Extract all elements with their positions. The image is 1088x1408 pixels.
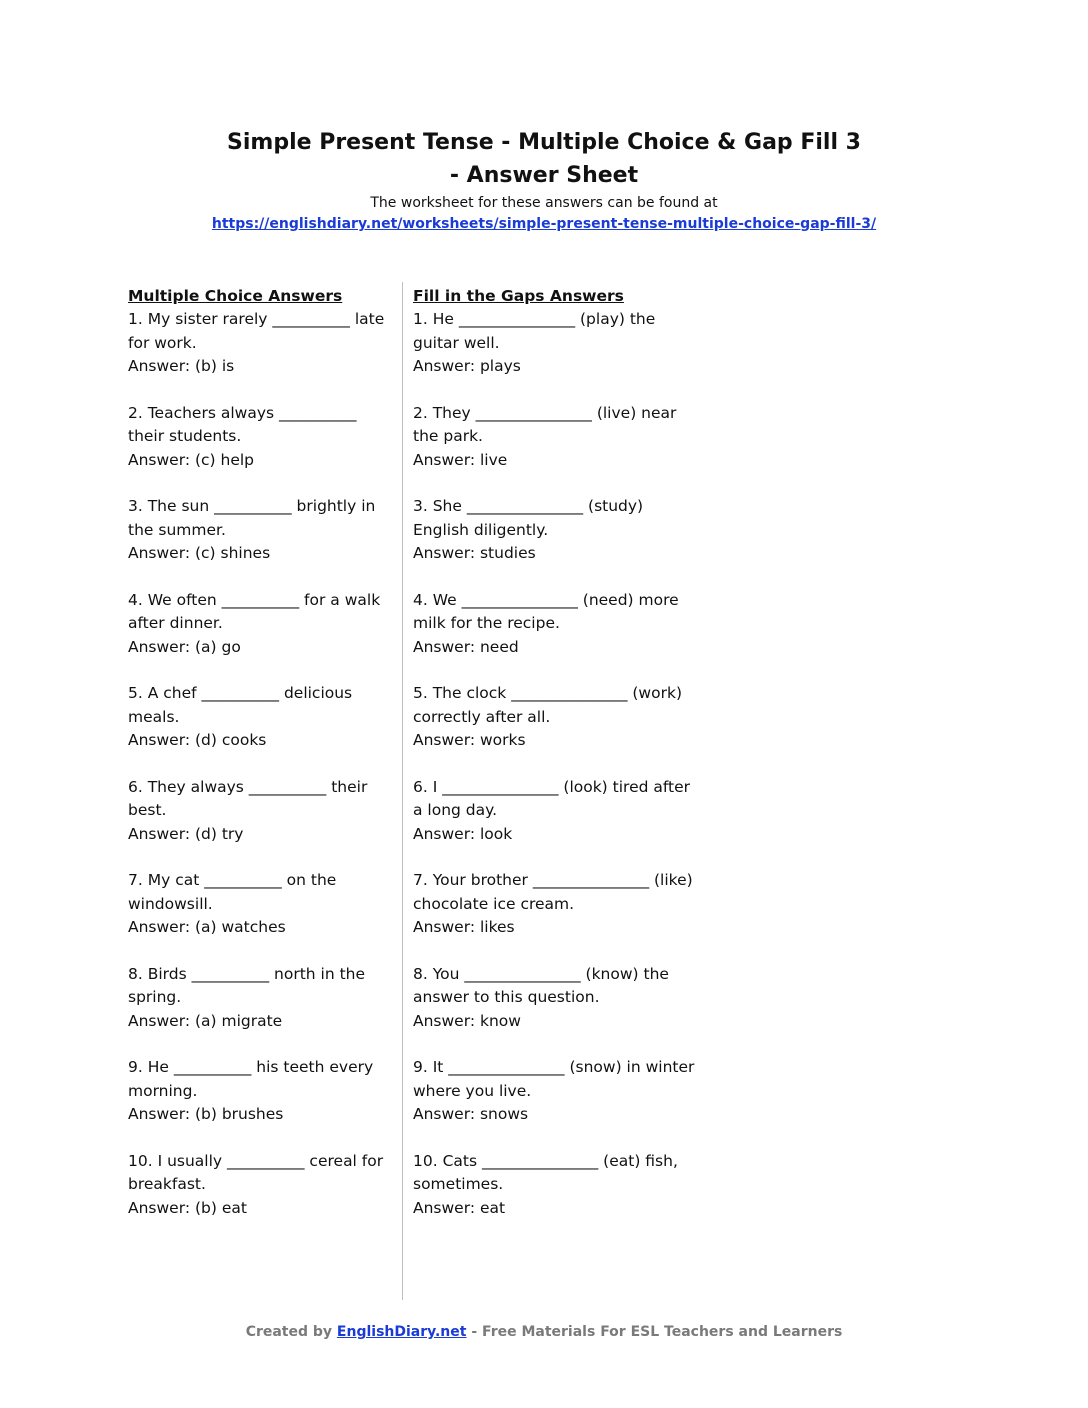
question-text: 5. A chef __________ delicious meals. (128, 684, 353, 726)
answer-text: Answer: (a) go (128, 637, 241, 656)
list-item (128, 1056, 390, 1127)
answer-text: Answer: works (413, 731, 526, 749)
question-text: 7. Your brother _______________ (like) chocolate ice cream. (413, 871, 693, 913)
list-item (413, 1056, 703, 1127)
answer-text: Answer: studies (413, 544, 536, 562)
fill-gaps-column (413, 284, 703, 1243)
page-title: Simple Present Tense - Multiple Choice & Gap Fill 3 (227, 130, 861, 155)
question-text: 3. She _______________ (study) English diligently. (413, 497, 644, 539)
answer-text: Answer: live (413, 450, 508, 469)
multiple-choice-heading: Multiple Choice Answers (128, 287, 343, 305)
list-item (128, 963, 390, 1034)
question-text: 8. Birds __________ north in the spring. (128, 964, 366, 1006)
question-text: 1. He _______________ (play) the guitar well. (413, 310, 656, 352)
multiple-choice-list (128, 308, 390, 1220)
answer-text: Answer: snows (413, 1105, 529, 1123)
list-item (413, 402, 703, 473)
answer-text: Answer: plays (413, 357, 521, 375)
list-item (413, 495, 703, 566)
list-item (128, 589, 390, 660)
question-text: 6. They always __________ their best. (128, 777, 368, 819)
list-item (413, 869, 703, 940)
question-text: 10. I usually __________ cereal for breakfast. (128, 1151, 384, 1193)
question-text: 4. We often __________ for a walk after dinner. (128, 590, 381, 632)
list-item (413, 963, 703, 1034)
column-divider (402, 282, 403, 1300)
answer-text: Answer: (d) cooks (128, 731, 267, 749)
list-item (128, 682, 390, 753)
list-item (413, 308, 703, 379)
footer-brand-link[interactable]: EnglishDiary.net (336, 1324, 467, 1340)
footer-suffix: - Free Materials For ESL Teachers and Learners (471, 1324, 843, 1340)
page-title-continuation: - Answer Sheet (449, 163, 639, 188)
multiple-choice-column (128, 284, 390, 1243)
list-item (413, 682, 703, 753)
question-text: 2. Teachers always __________ their students. (128, 403, 357, 445)
answer-text: Answer: (a) watches (128, 918, 286, 936)
footer-prefix: Created by (245, 1324, 333, 1340)
list-item (413, 1150, 703, 1221)
list-item (128, 869, 390, 940)
list-item (128, 1150, 390, 1221)
list-item (413, 776, 703, 847)
question-text: 9. He __________ his teeth every morning. (128, 1058, 374, 1100)
answer-text: Answer: eat (413, 1198, 506, 1217)
question-text: 2. They _______________ (live) near the park. (413, 403, 677, 445)
answer-text: Answer: (b) eat (128, 1198, 247, 1217)
question-text: 3. The sun __________ brightly in the summer. (128, 497, 376, 539)
worksheet-link[interactable]: https://englishdiary.net/worksheets/simple-present-tense-multiple-choice-gap-fill-3/ (211, 216, 877, 232)
answer-text: Answer: likes (413, 918, 515, 936)
list-item (128, 308, 390, 379)
answer-text: Answer: look (413, 824, 513, 843)
answer-text: Answer: (b) brushes (128, 1105, 284, 1123)
list-item (128, 776, 390, 847)
question-text: 7. My cat __________ on the windowsill. (128, 871, 337, 913)
worksheet-source-note: The worksheet for these answers can be found at (370, 195, 718, 211)
fill-gaps-list (413, 308, 703, 1220)
answer-text: Answer: know (413, 1011, 521, 1030)
answer-text: Answer: (a) migrate (128, 1011, 283, 1030)
question-text: 8. You _______________ (know) the answer to this question. (413, 964, 669, 1006)
list-item (128, 402, 390, 473)
list-item (128, 495, 390, 566)
answer-text: Answer: (d) try (128, 824, 244, 843)
list-item (413, 589, 703, 660)
answer-text: Answer: need (413, 637, 519, 656)
question-text: 10. Cats _______________ (eat) fish, sometimes. (413, 1151, 678, 1193)
question-text: 6. I _______________ (look) tired after a long day. (413, 777, 691, 819)
question-text: 5. The clock _______________ (work) correctly after all. (413, 684, 682, 726)
answer-text: Answer: (c) help (128, 450, 255, 469)
question-text: 4. We _______________ (need) more milk for the recipe. (413, 590, 679, 632)
fill-gaps-heading: Fill in the Gaps Answers (413, 287, 624, 305)
answer-text: Answer: (c) shines (128, 544, 271, 562)
question-text: 9. It _______________ (snow) in winter where you live. (413, 1058, 695, 1100)
page-footer (0, 1322, 1088, 1342)
answer-text: Answer: (b) is (128, 357, 235, 375)
question-text: 1. My sister rarely __________ late for work. (128, 310, 385, 352)
